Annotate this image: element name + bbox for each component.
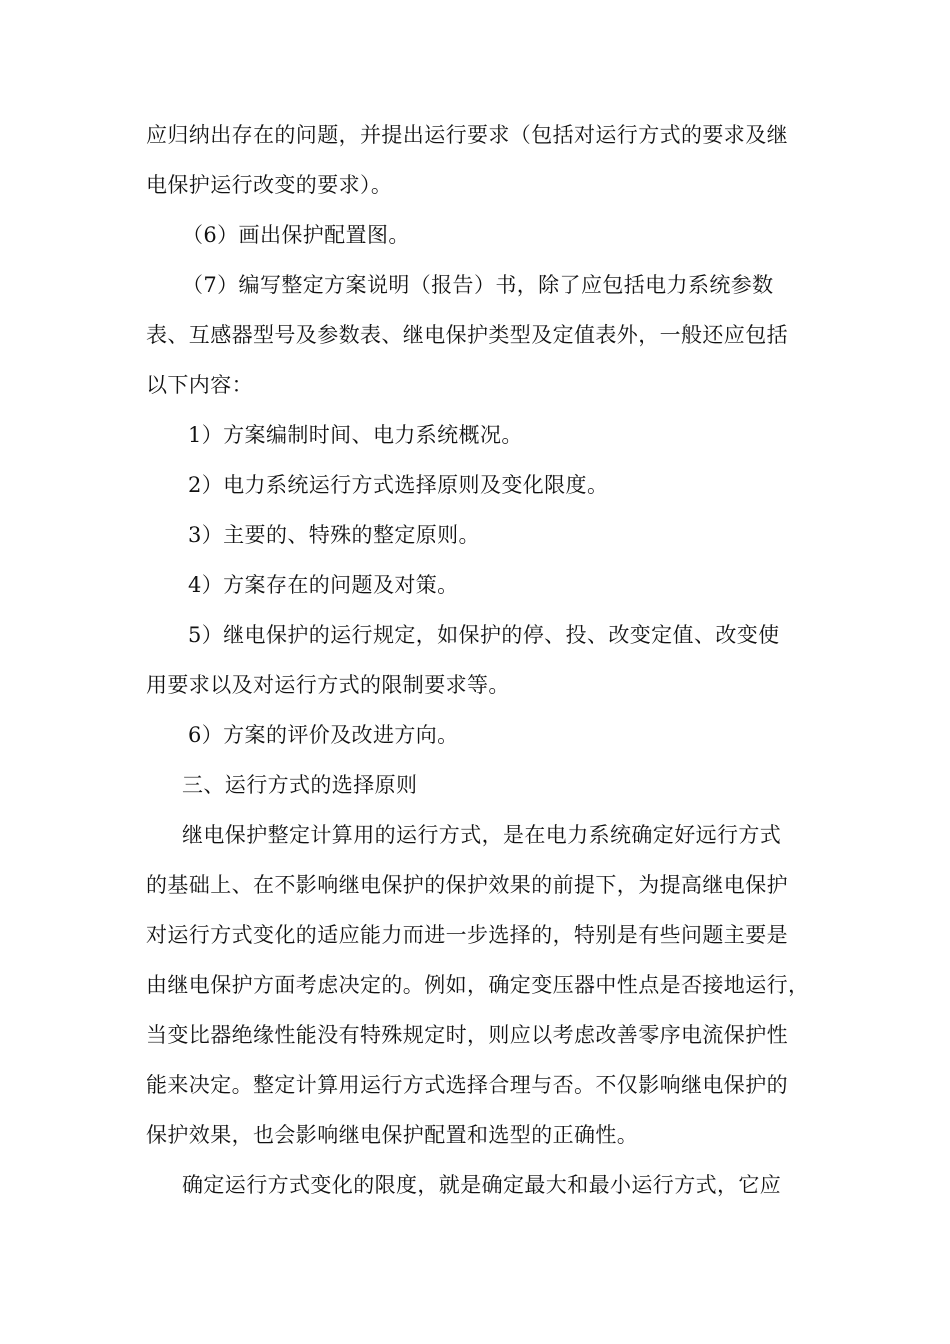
text-line-18: 由继电保护方面考虑决定的。例如，确定变压器中性点是否接地运行， xyxy=(146,973,810,997)
text-line-15: 继电保护整定计算用的运行方式，是在电力系统确定好远行方式 xyxy=(182,823,782,847)
text-line-19: 当变比器绝缘性能没有特殊规定时，则应以考虑改善零序电流保护性 xyxy=(146,1023,788,1047)
text-line-6: 以下内容： xyxy=(146,373,253,397)
text-line-12: 用要求以及对运行方式的限制要求等。 xyxy=(146,673,510,697)
text-line-9: 3）主要的、特殊的整定原则。 xyxy=(188,523,480,547)
text-line-1: 应归纳出存在的问题，并提出运行要求（包括对运行方式的要求及继 xyxy=(146,123,788,147)
text-line-13: 6）方案的评价及改进方向。 xyxy=(188,723,459,747)
text-line-20: 能来决定。整定计算用运行方式选择合理与否。不仅影响继电保护的 xyxy=(146,1073,788,1097)
text-line-4: （7）编写整定方案说明（报告）书，除了应包括电力系统参数 xyxy=(182,273,774,297)
text-line-5: 表、互感器型号及参数表、继电保护类型及定值表外，一般还应包括 xyxy=(146,323,788,347)
text-line-2: 电保护运行改变的要求）。 xyxy=(146,173,393,197)
text-line-8: 2）电力系统运行方式选择原则及变化限度。 xyxy=(188,473,609,497)
text-line-3: （6）画出保护配置图。 xyxy=(182,223,410,247)
text-line-22: 确定运行方式变化的限度，就是确定最大和最小运行方式，它应 xyxy=(182,1173,782,1197)
text-line-11: 5）继电保护的运行规定，如保护的停、投、改变定值、改变使 xyxy=(188,623,780,647)
text-line-10: 4）方案存在的问题及对策。 xyxy=(188,573,459,597)
section-heading: 三、运行方式的选择原则 xyxy=(182,773,418,797)
text-line-17: 对运行方式变化的适应能力而进一步选择的，特别是有些问题主要是 xyxy=(146,923,788,947)
text-line-7: 1）方案编制时间、电力系统概况。 xyxy=(188,423,523,447)
text-line-16: 的基础上、在不影响继电保护的保护效果的前提下，为提高继电保护 xyxy=(146,873,788,897)
text-line-21: 保护效果，也会影响继电保护配置和选型的正确性。 xyxy=(146,1123,639,1147)
